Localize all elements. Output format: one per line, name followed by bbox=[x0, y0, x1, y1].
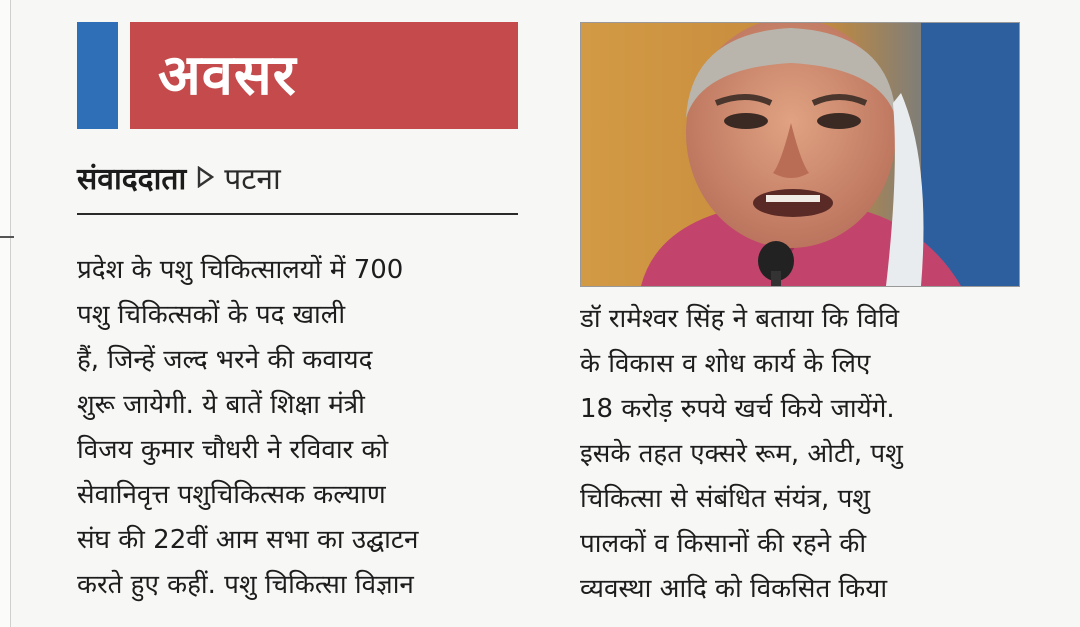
article-line: संघ की 22वीं आम सभा का उद्घाटन bbox=[77, 525, 419, 555]
article-line: विजय कुमार चौधरी ने रविवार को bbox=[77, 435, 389, 465]
article-line: इसके तहत एक्सरे रूम, ओटी, पशु bbox=[580, 439, 903, 469]
article-line: चिकित्सा से संबंधित संयंत्र, पशु bbox=[580, 484, 871, 514]
article-column-left bbox=[77, 248, 518, 627]
article-line: प्रदेश के पशु चिकित्सालयों में 700 bbox=[77, 255, 404, 285]
section-title: अवसर bbox=[158, 42, 297, 108]
article-line: सेवानिवृत्त पशुचिकित्सक कल्याण bbox=[77, 480, 386, 510]
article-line: शुरू जायेगी. ये बातें शिक्षा मंत्री bbox=[77, 390, 365, 420]
banner-blue-block bbox=[77, 22, 118, 129]
portrait-illustration bbox=[581, 23, 1019, 286]
byline-divider bbox=[77, 213, 518, 215]
article-column-right bbox=[580, 297, 1020, 627]
article-line: हैं, जिन्हें जल्द भरने की कवायद bbox=[77, 345, 373, 375]
triangle-arrow-icon bbox=[196, 166, 214, 188]
section-banner bbox=[130, 22, 518, 129]
article-line: के विकास व शोध कार्य के लिए bbox=[580, 349, 871, 379]
page-gutter bbox=[0, 0, 11, 627]
article-line: 18 करोड़ रुपये खर्च किये जायेंगे. bbox=[580, 394, 895, 424]
article-line: व्यवस्था आदि को विकसित किया bbox=[580, 574, 888, 604]
article-line: पशु चिकित्सकों के पद खाली bbox=[77, 300, 346, 330]
gutter-tick bbox=[0, 236, 14, 238]
byline-city: पटना bbox=[224, 161, 281, 197]
byline bbox=[77, 152, 517, 202]
byline-author: संवाददाता bbox=[77, 161, 187, 197]
article-line: करते हुए कहीं. पशु चिकित्सा विज्ञान bbox=[77, 570, 414, 600]
speaker-portrait-photo bbox=[580, 22, 1020, 287]
article-line: पालकों व किसानों की रहने की bbox=[580, 529, 867, 559]
article-line: डॉ रामेश्वर सिंह ने बताया कि विवि bbox=[580, 304, 900, 334]
